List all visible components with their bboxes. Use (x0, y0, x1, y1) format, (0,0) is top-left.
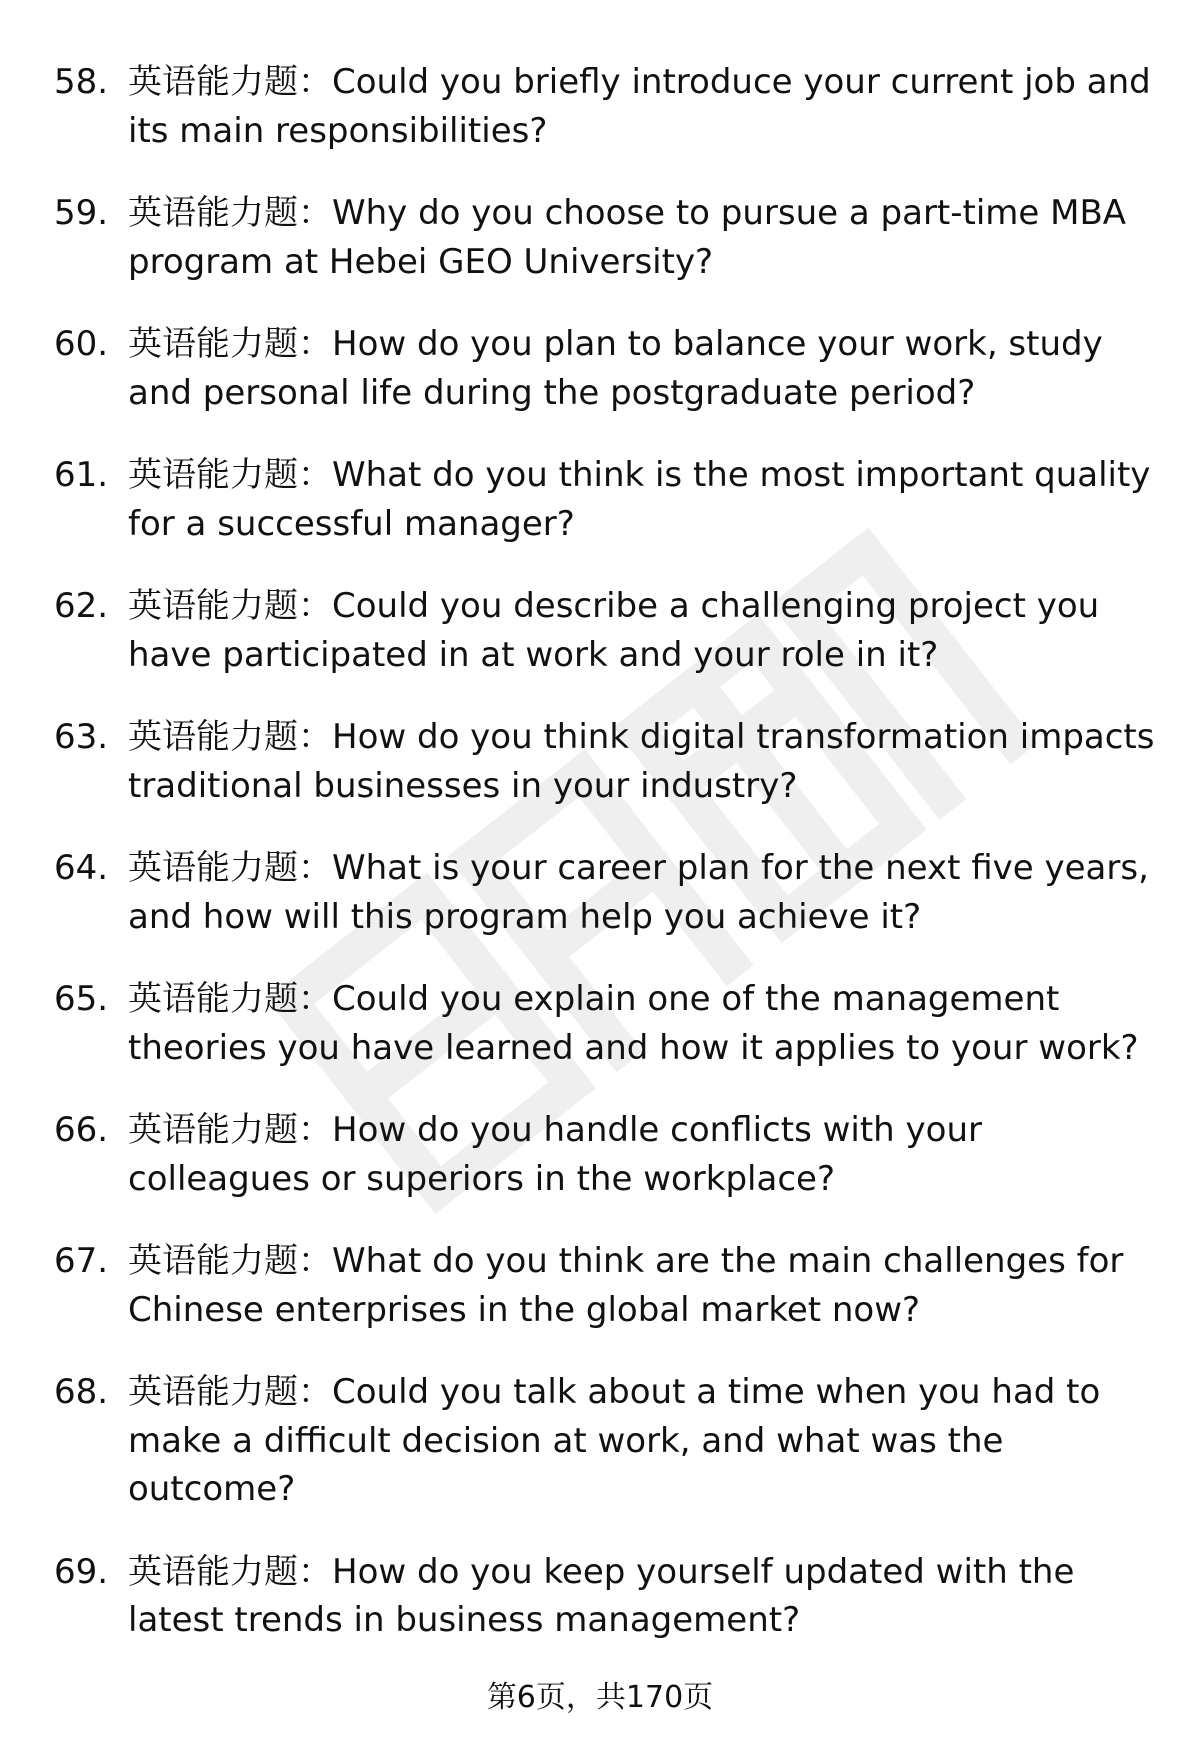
question-text: Could you talk about a time when you had to make a difficult decision at work, and what was the outcome? (128, 1372, 1101, 1509)
question-text: How do you plan to balance your work, study and personal life during the postgraduate period? (128, 324, 1103, 413)
question-number: 60. (54, 324, 109, 364)
question-tag: 英语能力题： (128, 455, 332, 495)
question-item (0, 975, 1200, 1072)
question-body (128, 1548, 1160, 1645)
question-item (0, 1237, 1200, 1334)
question-body (128, 1368, 1160, 1514)
question-item (0, 320, 1200, 417)
question-tag: 英语能力题： (128, 1110, 332, 1150)
question-body (128, 975, 1160, 1072)
question-item (0, 451, 1200, 548)
question-number: 69. (54, 1551, 109, 1592)
question-tag: 英语能力题： (128, 717, 332, 757)
question-text: What is your career plan for the next five years, and how will this program help you achieve it? (128, 848, 1149, 937)
question-item (0, 713, 1200, 810)
question-body (128, 189, 1160, 286)
question-tag: 英语能力题： (128, 1241, 332, 1281)
page-footer (0, 1678, 1200, 1718)
question-tag: 英语能力题： (128, 979, 332, 1019)
question-number: 59. (54, 193, 109, 233)
question-item (0, 582, 1200, 679)
question-tag: 英语能力题： (128, 193, 332, 233)
question-text: What do you think is the most important quality for a successful manager? (128, 455, 1151, 544)
question-number: 58. (54, 62, 109, 102)
question-tag: 英语能力题： (128, 324, 332, 364)
question-text: How do you handle conflicts with your colleagues or superiors in the workplace? (128, 1110, 982, 1199)
question-tag: 英语能力题： (128, 848, 332, 888)
question-item (0, 1368, 1200, 1514)
question-item (0, 1106, 1200, 1203)
question-tag: 英语能力题： (128, 586, 332, 626)
question-text: Could you briefly introduce your current job and its main responsibilities? (128, 62, 1151, 151)
question-item (0, 844, 1200, 941)
question-body (128, 320, 1160, 417)
question-body (128, 713, 1160, 810)
question-list (0, 58, 1200, 1679)
question-text: How do you think digital transformation impacts traditional businesses in your industry? (128, 717, 1155, 806)
page-indicator: 第6页，共170页 (486, 1680, 714, 1715)
question-tag: 英语能力题： (128, 62, 332, 102)
question-number: 68. (54, 1372, 109, 1412)
question-body (128, 1106, 1160, 1203)
question-body (128, 582, 1160, 679)
question-body (128, 451, 1160, 548)
question-text: Why do you choose to pursue a part-time MBA program at Hebei GEO University? (128, 193, 1127, 282)
question-text: What do you think are the main challenges for Chinese enterprises in the global market now? (128, 1241, 1124, 1330)
question-number: 66. (54, 1110, 109, 1150)
question-body (128, 844, 1160, 941)
question-text: How do you keep yourself updated with the latest trends in business management? (128, 1551, 1075, 1640)
question-number: 63. (54, 717, 109, 757)
question-body (128, 58, 1160, 155)
question-tag: 英语能力题： (128, 1551, 332, 1592)
question-item (0, 189, 1200, 286)
question-number: 67. (54, 1241, 109, 1281)
question-number: 62. (54, 586, 109, 626)
question-text: Could you describe a challenging project you have participated in at work and your role in it? (128, 586, 1100, 675)
question-number: 61. (54, 455, 109, 495)
question-item (0, 1548, 1200, 1645)
question-body (128, 1237, 1160, 1334)
question-number: 65. (54, 979, 109, 1019)
question-number: 64. (54, 848, 109, 888)
question-item (0, 58, 1200, 155)
question-text: Could you explain one of the management theories you have learned and how it applies to your work? (128, 979, 1139, 1068)
question-tag: 英语能力题： (128, 1372, 332, 1412)
